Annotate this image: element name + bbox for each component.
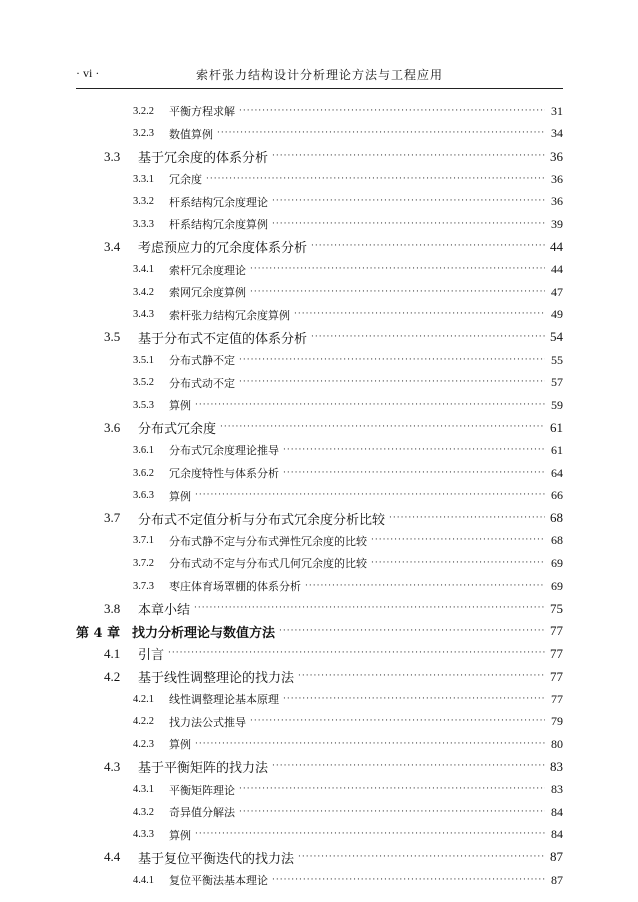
toc-section-entry[interactable]: [76, 326, 563, 349]
toc-section-entry[interactable]: [76, 507, 563, 530]
dot-leader: [272, 762, 545, 771]
toc-entry-number: 3.4: [104, 238, 121, 254]
dot-leader: [279, 627, 545, 636]
toc-entry-page-number: 84: [551, 804, 563, 819]
dot-leader: [371, 559, 545, 568]
toc-entry-title: 索杆冗余度理论: [169, 263, 246, 277]
toc-entry-title: 算例: [169, 489, 191, 503]
toc-entry-number: 3.5.1: [133, 354, 154, 366]
dot-leader: [194, 604, 545, 613]
dot-leader: [311, 333, 545, 342]
toc-entry-page-number: 69: [551, 578, 563, 593]
toc-entry-number: 3.4.1: [133, 264, 154, 276]
toc-entry-page-number: 77: [551, 691, 563, 706]
toc-entry-page-number: 68: [550, 510, 563, 526]
header-rule: [76, 88, 563, 89]
toc-entry-number: 4.2: [104, 668, 121, 684]
toc-subsection-entry[interactable]: [76, 575, 563, 598]
toc-subsection-entry[interactable]: [76, 394, 563, 417]
toc-entry-number: 3.5: [104, 329, 121, 345]
toc-entry-number: 4.3.1: [133, 784, 154, 796]
toc-entry-number: 3.5.2: [133, 377, 154, 389]
toc-subsection-entry[interactable]: [76, 100, 563, 123]
toc-entry-page-number: 77: [550, 645, 563, 661]
dot-leader: [250, 288, 545, 297]
dot-leader: [283, 446, 545, 455]
toc-entry-page-number: 87: [551, 872, 563, 887]
toc-entry-number: 3.6.2: [133, 467, 154, 479]
toc-entry-number: 3.3.1: [133, 173, 154, 185]
toc-entry-page-number: 84: [551, 827, 563, 842]
page-number: · vi ·: [76, 66, 100, 80]
toc-entry-page-number: 80: [551, 736, 563, 751]
toc-entry-number: 4.2.3: [133, 738, 154, 750]
toc-entry-number: 3.3.3: [133, 218, 154, 230]
dot-leader: [283, 469, 545, 478]
toc-entry-number: 3.2.3: [133, 128, 154, 140]
toc-entry-page-number: 47: [551, 284, 563, 299]
toc-entry-page-number: 57: [551, 375, 563, 390]
toc-entry-number: 3.6.3: [133, 490, 154, 502]
dot-leader: [311, 242, 545, 251]
toc-entry-number: 4.4: [104, 849, 121, 865]
toc-entry-title: 平衡方程求解: [169, 105, 235, 119]
toc-entry-page-number: 75: [550, 600, 563, 616]
toc-entry-title: 奇异值分解法: [169, 806, 235, 820]
dot-leader: [272, 876, 545, 885]
toc-subsection-entry[interactable]: [76, 552, 563, 575]
toc-subsection-entry[interactable]: [76, 869, 563, 892]
toc-entry-title: 分布式动不定与分布式几何冗余度的比较: [169, 557, 367, 571]
dot-leader: [298, 853, 545, 862]
toc-entry-title: 冗余度: [169, 173, 202, 187]
toc-entry-page-number: 77: [550, 623, 563, 639]
toc-subsection-entry[interactable]: [76, 462, 563, 485]
toc-section-entry[interactable]: [76, 846, 563, 869]
toc-entry-title: 算例: [169, 399, 191, 413]
dot-leader: [371, 536, 545, 545]
toc-section-entry[interactable]: [76, 417, 563, 440]
toc-entry-title: 复位平衡法基本理论: [169, 874, 268, 888]
toc-entry-number: 4.3: [104, 758, 121, 774]
dot-leader: [239, 107, 545, 116]
toc-entry-number: 4.1: [104, 645, 121, 661]
toc-entry-number: 3.4.2: [133, 286, 154, 298]
toc-subsection-entry[interactable]: [76, 258, 563, 281]
toc-entry-number: 第 4 章: [76, 625, 121, 641]
toc-subsection-entry[interactable]: [76, 190, 563, 213]
toc-subsection-entry[interactable]: [76, 303, 563, 326]
toc-entry-number: 3.7.1: [133, 535, 154, 547]
toc-entry-number: 3.3.2: [133, 196, 154, 208]
dot-leader: [272, 197, 545, 206]
toc-entry-page-number: 77: [550, 668, 563, 684]
toc-entry-title: 冗余度特性与体系分析: [169, 467, 279, 481]
toc-entry-title: 找力分析理论与数值方法: [132, 625, 276, 641]
toc-entry-number: 3.6: [104, 419, 121, 435]
toc-subsection-entry[interactable]: [76, 213, 563, 236]
dot-leader: [250, 717, 545, 726]
toc-entry-page-number: 36: [550, 148, 563, 164]
toc-entry-title: 分布式冗余度: [138, 422, 217, 438]
toc-entry-title: 算例: [169, 738, 191, 752]
toc-entry-number: 3.5.3: [133, 399, 154, 411]
dot-leader: [298, 672, 545, 681]
toc-entry-title: 基于分布式不定值的体系分析: [138, 331, 308, 347]
toc-entry-page-number: 69: [551, 555, 563, 570]
toc-entry-number: 3.2.2: [133, 105, 154, 117]
toc-section-entry[interactable]: [76, 643, 563, 666]
toc-entry-title: 分布式静不定与分布式弹性冗余度的比较: [169, 534, 367, 548]
dot-leader: [206, 175, 545, 184]
toc-entry-title: 基于复位平衡迭代的找力法: [138, 851, 295, 867]
toc-entry-page-number: 61: [550, 419, 563, 435]
page-header: [76, 66, 563, 84]
toc-entry-title: 基于平衡矩阵的找力法: [138, 761, 269, 777]
dot-leader: [217, 129, 545, 138]
dot-leader: [220, 423, 545, 432]
toc-entry-page-number: 61: [551, 442, 563, 457]
toc-entry-number: 3.7.2: [133, 557, 154, 569]
toc-entry-number: 3.8: [104, 600, 121, 616]
toc-entry-page-number: 87: [550, 849, 563, 865]
toc-entry-page-number: 83: [551, 782, 563, 797]
dot-leader: [294, 310, 545, 319]
toc-entry-title: 基于冗余度的体系分析: [138, 151, 269, 167]
toc-entry-page-number: 68: [551, 533, 563, 548]
toc-entry-page-number: 59: [551, 397, 563, 412]
toc-entry-title: 考虑预应力的冗余度体系分析: [138, 241, 308, 257]
toc-subsection-entry[interactable]: [76, 824, 563, 847]
toc-entry-page-number: 55: [551, 352, 563, 367]
toc-subsection-entry[interactable]: [76, 281, 563, 304]
toc-subsection-entry[interactable]: [76, 349, 563, 372]
toc-subsection-entry[interactable]: [76, 801, 563, 824]
dot-leader: [272, 220, 545, 229]
toc-entry-page-number: 36: [551, 194, 563, 209]
toc-entry-number: 3.4.3: [133, 309, 154, 321]
toc-subsection-entry[interactable]: [76, 688, 563, 711]
toc-subsection-entry[interactable]: [76, 123, 563, 146]
toc-entry-number: 3.6.1: [133, 444, 154, 456]
dot-leader: [195, 830, 545, 839]
toc-section-entry[interactable]: [76, 236, 563, 259]
toc-entry-title: 杆系结构冗余度理论: [169, 195, 268, 209]
table-of-contents: [76, 100, 563, 891]
toc-entry-title: 基于线性调整理论的找力法: [138, 671, 295, 687]
toc-subsection-entry[interactable]: [76, 439, 563, 462]
toc-entry-page-number: 31: [551, 103, 563, 118]
dot-leader: [195, 401, 545, 410]
toc-entry-number: 4.2.1: [133, 693, 154, 705]
toc-entry-page-number: 34: [551, 126, 563, 141]
toc-entry-title: 数值算例: [169, 127, 213, 141]
toc-entry-title: 分布式冗余度理论推导: [169, 444, 279, 458]
toc-entry-title: 分布式不定值分析与分布式冗余度分析比较: [138, 512, 386, 528]
dot-leader: [168, 649, 545, 658]
dot-leader: [239, 785, 545, 794]
toc-entry-title: 算例: [169, 828, 191, 842]
toc-subsection-entry[interactable]: [76, 371, 563, 394]
toc-section-entry[interactable]: [76, 756, 563, 779]
toc-entry-number: 3.3: [104, 148, 121, 164]
toc-entry-title: 引言: [138, 648, 165, 664]
dot-leader: [239, 356, 545, 365]
dot-leader: [272, 152, 545, 161]
dot-leader: [195, 491, 545, 500]
toc-entry-title: 本章小结: [138, 603, 191, 619]
toc-subsection-entry[interactable]: [76, 484, 563, 507]
dot-leader: [195, 740, 545, 749]
running-title: 索杆张力结构设计分析理论方法与工程应用: [195, 68, 443, 82]
toc-entry-title: 平衡矩阵理论: [169, 783, 235, 797]
toc-entry-page-number: 83: [550, 758, 563, 774]
toc-subsection-entry[interactable]: [76, 710, 563, 733]
toc-entry-page-number: 39: [551, 216, 563, 231]
toc-subsection-entry[interactable]: [76, 733, 563, 756]
dot-leader: [305, 582, 545, 591]
toc-entry-number: 3.7: [104, 510, 121, 526]
toc-section-entry[interactable]: [76, 597, 563, 620]
toc-section-entry[interactable]: [76, 665, 563, 688]
toc-subsection-entry[interactable]: [76, 168, 563, 191]
dot-leader: [239, 378, 545, 387]
toc-entry-page-number: 44: [550, 238, 563, 254]
toc-entry-title: 索网冗余度算例: [169, 286, 246, 300]
toc-entry-title: 索杆张力结构冗余度算例: [169, 308, 290, 322]
dot-leader: [389, 514, 545, 523]
toc-entry-page-number: 44: [551, 262, 563, 277]
toc-chapter-entry[interactable]: [76, 620, 563, 643]
toc-entry-title: 线性调整理论基本原理: [169, 693, 279, 707]
toc-entry-page-number: 66: [551, 488, 563, 503]
toc-section-entry[interactable]: [76, 145, 563, 168]
toc-entry-title: 杆系结构冗余度算例: [169, 218, 268, 232]
toc-entry-page-number: 49: [551, 307, 563, 322]
toc-entry-page-number: 64: [551, 465, 563, 480]
toc-entry-title: 分布式动不定: [169, 376, 235, 390]
toc-entry-page-number: 36: [551, 171, 563, 186]
toc-entry-number: 3.7.3: [133, 580, 154, 592]
toc-entry-title: 枣庄体育场罩棚的体系分析: [169, 580, 301, 594]
dot-leader: [250, 265, 545, 274]
dot-leader: [239, 808, 545, 817]
toc-subsection-entry[interactable]: [76, 778, 563, 801]
toc-entry-number: 4.4.1: [133, 874, 154, 886]
toc-entry-number: 4.2.2: [133, 716, 154, 728]
toc-entry-number: 4.3.3: [133, 829, 154, 841]
toc-entry-number: 4.3.2: [133, 806, 154, 818]
toc-subsection-entry[interactable]: [76, 530, 563, 553]
dot-leader: [283, 695, 545, 704]
toc-entry-page-number: 79: [551, 714, 563, 729]
toc-entry-page-number: 54: [550, 329, 563, 345]
toc-entry-title: 找力法公式推导: [169, 715, 246, 729]
toc-entry-title: 分布式静不定: [169, 354, 235, 367]
